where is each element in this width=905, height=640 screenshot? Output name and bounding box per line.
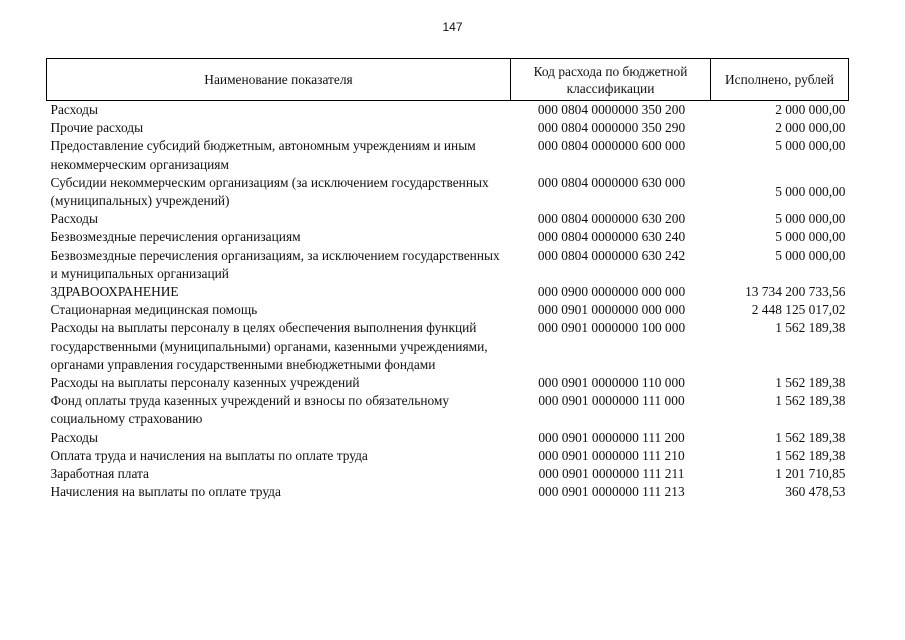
row-amount: 2 000 000,00 [775, 102, 846, 117]
row-code: 000 0804 0000000 630 240 [537, 229, 686, 245]
row-amount: 5 000 000,00 [775, 247, 846, 263]
row-amount: 1 562 189,38 [775, 393, 846, 409]
row-amount: 1 562 189,38 [775, 320, 846, 336]
row-amount: 360 478,53 [785, 484, 846, 500]
table-row [47, 247, 849, 283]
table-body [47, 101, 849, 502]
row-amount: 2 000 000,00 [775, 120, 846, 136]
row-code: 000 0804 0000000 630 200 [537, 211, 686, 227]
table-row [47, 392, 849, 428]
budget-expenditure-table [46, 58, 849, 501]
row-name: Начисления на выплаты по оплате труда [50, 484, 281, 500]
row-amount: 5 000 000,00 [775, 183, 846, 199]
row-name: Безвозмездные перечисления организациям [50, 229, 301, 245]
table-row [47, 101, 849, 120]
row-name: Стационарная медицинская помощь [50, 302, 258, 318]
table-row [47, 301, 849, 319]
header-indicator-name: Наименование показателя [47, 59, 511, 101]
table-row [47, 228, 849, 246]
table-row [47, 447, 849, 465]
table-row [47, 174, 849, 210]
row-code: 000 0901 0000000 111 211 [538, 466, 685, 482]
row-amount: 1 562 189,38 [775, 375, 846, 391]
table-row [47, 429, 849, 447]
table-row [47, 210, 849, 228]
page-number: 147 [442, 20, 463, 34]
row-name: Оплата труда и начисления на выплаты по оплате труда [50, 447, 368, 463]
header-executed-amount: Исполнено, рублей [711, 59, 849, 101]
row-code: 000 0901 0000000 100 000 [537, 320, 686, 336]
table-row [47, 119, 849, 137]
row-amount: 1 562 189,38 [775, 447, 846, 463]
row-code: 000 0901 0000000 111 000 [538, 393, 685, 409]
row-name: ЗДРАВООХРАНЕНИЕ [50, 284, 179, 300]
table-row [47, 283, 849, 301]
row-name: Расходы [50, 429, 98, 445]
table-header [47, 59, 849, 101]
row-code: 000 0901 0000000 111 210 [538, 447, 685, 463]
row-code: 000 0900 0000000 000 000 [537, 284, 686, 300]
row-code: 000 0804 0000000 630 242 [537, 247, 686, 263]
table-row [47, 319, 849, 374]
row-code: 000 0901 0000000 000 000 [537, 302, 686, 318]
table-row [47, 465, 849, 483]
row-code: 000 0901 0000000 111 200 [538, 429, 685, 445]
table-row [47, 483, 849, 501]
row-amount: 5 000 000,00 [775, 138, 846, 154]
table-row [47, 374, 849, 392]
row-name: Предоставление субсидий бюджетным, автономным учреждениям и иным некоммерческим организациям [50, 138, 476, 172]
row-amount: 5 000 000,00 [775, 229, 846, 245]
row-amount: 2 448 125 017,02 [751, 302, 846, 318]
row-name: Безвозмездные перечисления организациям, за исключением государственных и муниципальных организаций [50, 247, 500, 281]
row-name: Субсидии некоммерческим организациям (за исключением государственных (муниципальных) учреждений) [50, 174, 489, 209]
row-code: 000 0804 0000000 630 000 [537, 174, 686, 190]
header-budget-code: Код расхода по бюджетной классификации [511, 59, 711, 101]
row-code: 000 0804 0000000 350 290 [537, 120, 686, 136]
row-amount: 1 562 189,38 [775, 429, 846, 445]
row-code: 000 0901 0000000 110 000 [538, 375, 685, 391]
row-name: Расходы на выплаты персоналу в целях обеспечения выполнения функций государственными (муниципальными) органами, казенными учреждениями, органами управления государственными внебюджетными фондами [50, 320, 488, 372]
row-name: Прочие расходы [50, 120, 144, 136]
row-name: Фонд оплаты труда казенных учреждений и взносы по обязательному социальному страхованию [50, 393, 450, 427]
row-code: 000 0804 0000000 600 000 [537, 138, 686, 154]
row-amount: 1 201 710,85 [775, 466, 846, 482]
row-amount: 5 000 000,00 [775, 211, 846, 227]
row-amount: 13 734 200 733,56 [745, 284, 846, 300]
row-name: Заработная плата [50, 466, 149, 482]
row-code: 000 0804 0000000 350 200 [537, 102, 686, 117]
row-code: 000 0901 0000000 111 213 [538, 484, 685, 500]
row-name: Расходы [50, 211, 98, 227]
table-row [47, 137, 849, 173]
row-name: Расходы [50, 102, 98, 117]
row-name: Расходы на выплаты персоналу казенных учреждений [50, 375, 360, 391]
